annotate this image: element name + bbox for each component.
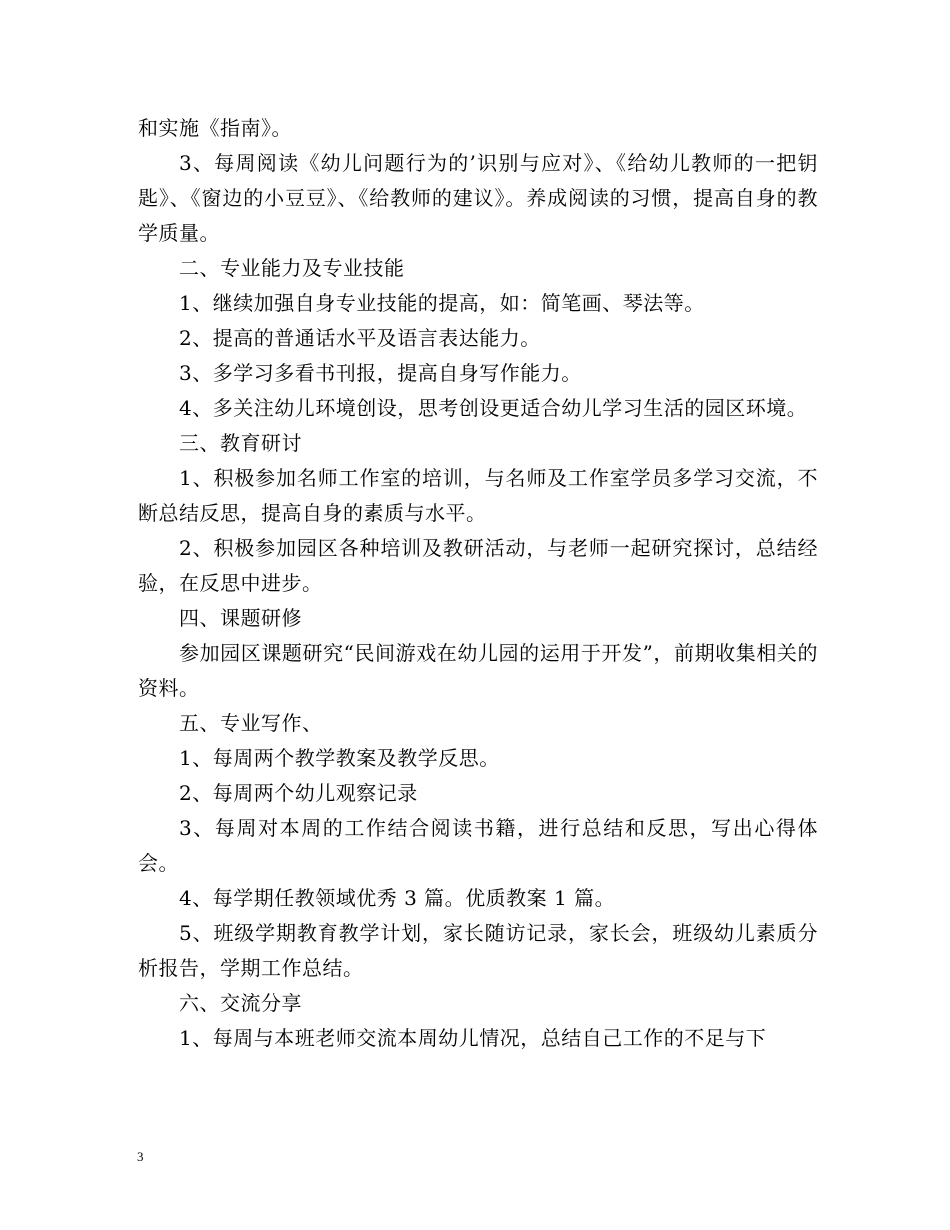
page-number: 3 — [137, 1149, 144, 1164]
list-item: 5、班级学期教育教学计划，家长随访记录，家长会，班级幼儿素质分析报告，学期工作总结。 — [138, 921, 818, 980]
list-item: 2、提高的普通话水平及语言表达能力。 — [179, 326, 541, 350]
section-heading-education-research: 三、教育研讨 — [179, 431, 302, 455]
list-item: 1、继续加强自身专业技能的提高，如：简笔画、琴法等。 — [179, 291, 705, 315]
section-heading-project-research: 四、课题研修 — [179, 606, 302, 630]
document-body — [138, 111, 818, 1056]
section-heading-communication: 六、交流分享 — [179, 991, 302, 1015]
list-item: 4、多关注幼儿环境创设，思考创设更适合幼儿学习生活的园区环境。 — [179, 396, 808, 420]
list-item: 2、积极参加园区各种培训及教研活动，与老师一起研究探讨，总结经验，在反思中进步。 — [138, 536, 818, 595]
list-item: 3、多学习多看书刊报，提高自身写作能力。 — [179, 361, 582, 385]
paragraph-continuation: 和实施《指南》。 — [138, 116, 292, 140]
list-item: 4、每学期任教领域优秀 3 篇。优质教案 1 篇。 — [179, 886, 616, 910]
list-item: 1、积极参加名师工作室的培训，与名师及工作室学员多学习交流，不断总结反思，提高自身的素质与水平。 — [138, 466, 818, 525]
paragraph-reading-list: 3、每周阅读《幼儿问题行为的’识别与应对》、《给幼儿教师的一把钥匙》、《窗边的小豆豆》、《给教师的建议》。养成阅读的习惯，提高自身的教学质量。 — [138, 151, 818, 245]
list-item: 2、每周两个幼儿观察记录 — [179, 781, 418, 805]
section-heading-professional-writing: 五、专业写作、 — [179, 711, 323, 735]
list-item: 3、每周对本周的工作结合阅读书籍，进行总结和反思，写出心得体会。 — [138, 816, 818, 875]
list-item: 1、每周与本班老师交流本周幼儿情况，总结自己工作的不足与下 — [179, 1026, 767, 1050]
list-item: 1、每周两个教学教案及教学反思。 — [179, 746, 500, 770]
paragraph-project-research: 参加园区课题研究“民间游戏在幼儿园的运用于开发”，前期收集相关的资料。 — [138, 641, 818, 700]
section-heading-professional-skills: 二、专业能力及专业技能 — [179, 256, 405, 280]
